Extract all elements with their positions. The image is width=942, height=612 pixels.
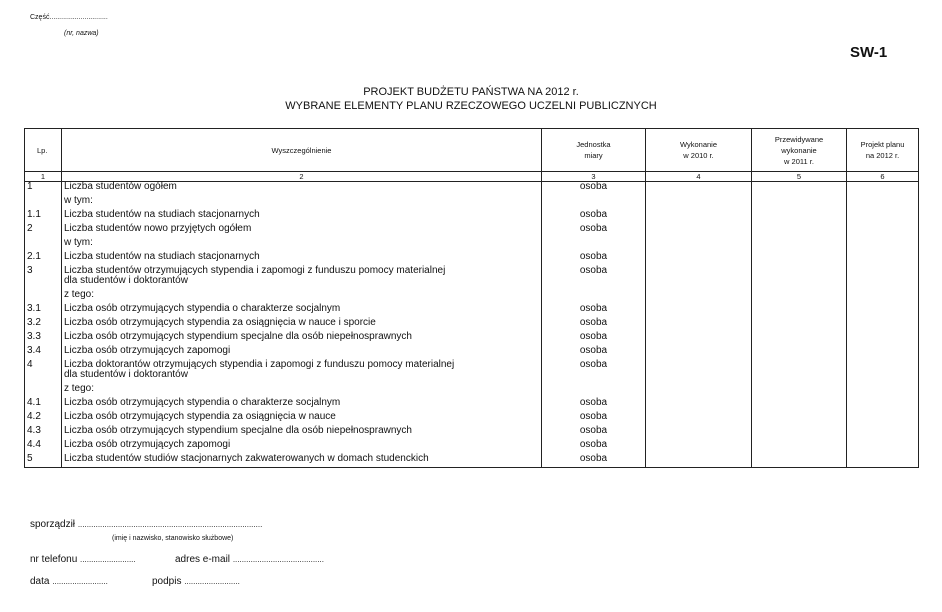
row-lp: 3.4 [25,346,62,360]
table-row [25,238,919,252]
row-value-2011[interactable] [752,398,847,412]
czesc-hint: (nr, nazwa) [64,30,99,37]
row-description: Liczba doktorantów otrzymujących stypendia i zapomogi z funduszu pomocy materialnej dla studentów i doktorantów [62,360,542,384]
row-value-2012[interactable] [847,252,919,266]
row-value-2012[interactable] [847,238,919,252]
row-description: Liczba osób otrzymujących stypendia za osiągnięcia w nauce [62,412,542,426]
row-value-2012[interactable] [847,290,919,304]
sporzadzil-line [30,519,262,530]
row-unit: osoba [542,252,646,266]
table-row [25,210,919,224]
row-lp: 5 [25,454,62,468]
row-lp: 2 [25,224,62,238]
table-body [25,182,919,468]
row-value-2011[interactable] [752,210,847,224]
date-line [30,576,108,587]
row-value-2010[interactable] [646,398,752,412]
row-value-2010[interactable] [646,412,752,426]
email-field[interactable]: ......................................... [232,555,324,564]
row-description: w tym: [62,196,542,210]
row-value-2012[interactable] [847,196,919,210]
column-header [646,129,752,172]
email-line [175,554,324,565]
sporzadzil-label: sporządził [30,519,76,530]
row-value-2010[interactable] [646,238,752,252]
table-row [25,196,919,210]
email-label: adres e-mail [175,554,231,565]
row-value-2010[interactable] [646,332,752,346]
column-number: 5 [752,172,847,182]
phone-label: nr telefonu [30,554,78,565]
row-description: Liczba osób otrzymujących stypendia o charakterze socjalnym [62,304,542,318]
table-header-row [25,129,919,172]
phone-line [30,554,136,565]
row-value-2010[interactable] [646,346,752,360]
row-value-2010[interactable] [646,266,752,290]
row-description: Liczba studentów na studiach stacjonarnych [62,252,542,266]
column-number: 2 [62,172,542,182]
column-header [542,129,646,172]
column-number: 4 [646,172,752,182]
row-description: Liczba studentów ogółem [62,182,542,196]
date-field[interactable]: ......................... [52,577,108,586]
date-label: data [30,576,50,587]
row-lp: 4.4 [25,440,62,454]
czesc-label: Część [30,14,50,21]
row-unit: osoba [542,454,646,468]
row-value-2012[interactable] [847,412,919,426]
table-row [25,412,919,426]
column-header [752,129,847,172]
page-subtitle: WYBRANE ELEMENTY PLANU RZECZOWEGO UCZELNI PUBLICZNYCH [285,100,657,112]
row-unit: osoba [542,224,646,238]
row-lp: 1 [25,182,62,196]
table-row [25,440,919,454]
row-value-2011[interactable] [752,182,847,196]
table-row [25,360,919,384]
row-value-2011[interactable] [752,224,847,238]
row-value-2012[interactable] [847,210,919,224]
table-row [25,398,919,412]
table-row [25,318,919,332]
row-value-2011[interactable] [752,196,847,210]
row-description: Liczba osób otrzymujących stypendium specjalne dla osób niepełnosprawnych [62,426,542,440]
row-lp [25,290,62,304]
column-header-label: Przewidywane wykonanie w 2011 r. [774,134,824,166]
row-description: Liczba studentów studiów stacjonarnych zakwaterowanych w domach studenckich [62,454,542,468]
row-unit [542,196,646,210]
row-value-2012[interactable] [847,454,919,468]
form-code: SW-1 [850,44,888,61]
row-value-2010[interactable] [646,224,752,238]
row-value-2012[interactable] [847,182,919,196]
row-value-2012[interactable] [847,398,919,412]
row-value-2011[interactable] [752,454,847,468]
row-value-2010[interactable] [646,318,752,332]
column-header-label: Projekt planu na 2012 r. [860,140,905,160]
row-unit [542,290,646,304]
row-value-2011[interactable] [752,252,847,266]
column-header-label: Lp. [37,145,48,155]
column-header-label: Jednostka miary [576,140,611,160]
row-value-2010[interactable] [646,210,752,224]
row-value-2011[interactable] [752,360,847,384]
row-unit: osoba [542,182,646,196]
table-row [25,224,919,238]
row-value-2010[interactable] [646,440,752,454]
row-lp: 3.1 [25,304,62,318]
row-value-2011[interactable] [752,238,847,252]
row-value-2010[interactable] [646,196,752,210]
table-row [25,266,919,290]
row-description: z tego: [62,290,542,304]
row-description: Liczba osób otrzymujących stypendium specjalne dla osób niepełnosprawnych [62,332,542,346]
row-value-2012[interactable] [847,346,919,360]
table-row [25,454,919,468]
row-description: z tego: [62,384,542,398]
row-unit: osoba [542,318,646,332]
table-row [25,290,919,304]
row-value-2011[interactable] [752,426,847,440]
table-row [25,252,919,266]
table-row [25,346,919,360]
row-description: Liczba studentów na studiach stacjonarnych [62,210,542,224]
column-number: 1 [25,172,62,182]
row-value-2010[interactable] [646,384,752,398]
row-lp [25,196,62,210]
row-lp: 4.3 [25,426,62,440]
row-value-2012[interactable] [847,332,919,346]
row-unit: osoba [542,332,646,346]
column-number: 3 [542,172,646,182]
row-unit: osoba [542,360,646,384]
row-value-2012[interactable] [847,266,919,290]
row-unit [542,384,646,398]
table-row [25,384,919,398]
row-lp: 3 [25,266,62,290]
row-value-2011[interactable] [752,346,847,360]
row-unit: osoba [542,398,646,412]
row-value-2010[interactable] [646,426,752,440]
row-value-2011[interactable] [752,290,847,304]
row-value-2012[interactable] [847,426,919,440]
column-header-label: Wykonanie w 2010 r. [679,140,718,160]
row-description: Liczba osób otrzymujących stypendia o charakterze socjalnym [62,398,542,412]
column-number-row [25,172,919,182]
row-unit: osoba [542,266,646,290]
row-description: Liczba osób otrzymujących zapomogi [62,346,542,360]
row-value-2011[interactable] [752,384,847,398]
row-lp: 4.1 [25,398,62,412]
row-value-2010[interactable] [646,182,752,196]
sporzadzil-hint: (imię i nazwisko, stanowisko służbowe) [112,535,234,542]
sign-line [152,576,240,587]
row-value-2011[interactable] [752,304,847,318]
row-description: Liczba osób otrzymujących stypendia za osiągnięcia w nauce i sporcie [62,318,542,332]
row-lp: 4.2 [25,412,62,426]
row-description: Liczba studentów nowo przyjętych ogółem [62,224,542,238]
column-header-label: Wyszczególnienie [271,145,332,155]
row-unit: osoba [542,346,646,360]
row-value-2010[interactable] [646,290,752,304]
row-value-2011[interactable] [752,440,847,454]
table-row [25,332,919,346]
row-value-2012[interactable] [847,440,919,454]
row-value-2010[interactable] [646,252,752,266]
row-unit: osoba [542,426,646,440]
row-value-2010[interactable] [646,360,752,384]
row-value-2012[interactable] [847,224,919,238]
row-value-2012[interactable] [847,304,919,318]
column-header [62,129,542,172]
table-row [25,426,919,440]
row-value-2011[interactable] [752,412,847,426]
column-header [847,129,919,172]
sign-field[interactable]: ......................... [184,577,240,586]
row-value-2010[interactable] [646,454,752,468]
czesc-dots[interactable]: .............................. [49,14,108,21]
row-lp: 1.1 [25,210,62,224]
row-lp [25,238,62,252]
row-lp: 3.3 [25,332,62,346]
sporzadzil-field[interactable]: ................................................................................... [77,520,263,529]
row-value-2011[interactable] [752,318,847,332]
row-description: w tym: [62,238,542,252]
row-value-2012[interactable] [847,360,919,384]
row-value-2010[interactable] [646,304,752,318]
row-unit [542,238,646,252]
row-description: Liczba studentów otrzymujących stypendia i zapomogi z funduszu pomocy materialnej dla studentów i doktorantów [62,266,542,290]
column-header [25,129,62,172]
column-number: 6 [847,172,919,182]
row-value-2012[interactable] [847,318,919,332]
table-row [25,304,919,318]
row-value-2012[interactable] [847,384,919,398]
row-unit: osoba [542,440,646,454]
row-unit: osoba [542,210,646,224]
row-lp: 4 [25,360,62,384]
row-value-2011[interactable] [752,332,847,346]
row-lp [25,384,62,398]
row-lp: 3.2 [25,318,62,332]
table-row [25,182,919,196]
row-description: Liczba osób otrzymujących zapomogi [62,440,542,454]
budget-table [24,128,919,468]
row-unit: osoba [542,412,646,426]
row-unit: osoba [542,304,646,318]
czesc-line [30,14,108,21]
phone-field[interactable]: ......................... [80,555,136,564]
page-title: PROJEKT BUDŻETU PAŃSTWA NA 2012 r. [363,86,579,98]
sign-label: podpis [152,576,182,587]
row-lp: 2.1 [25,252,62,266]
row-value-2011[interactable] [752,266,847,290]
